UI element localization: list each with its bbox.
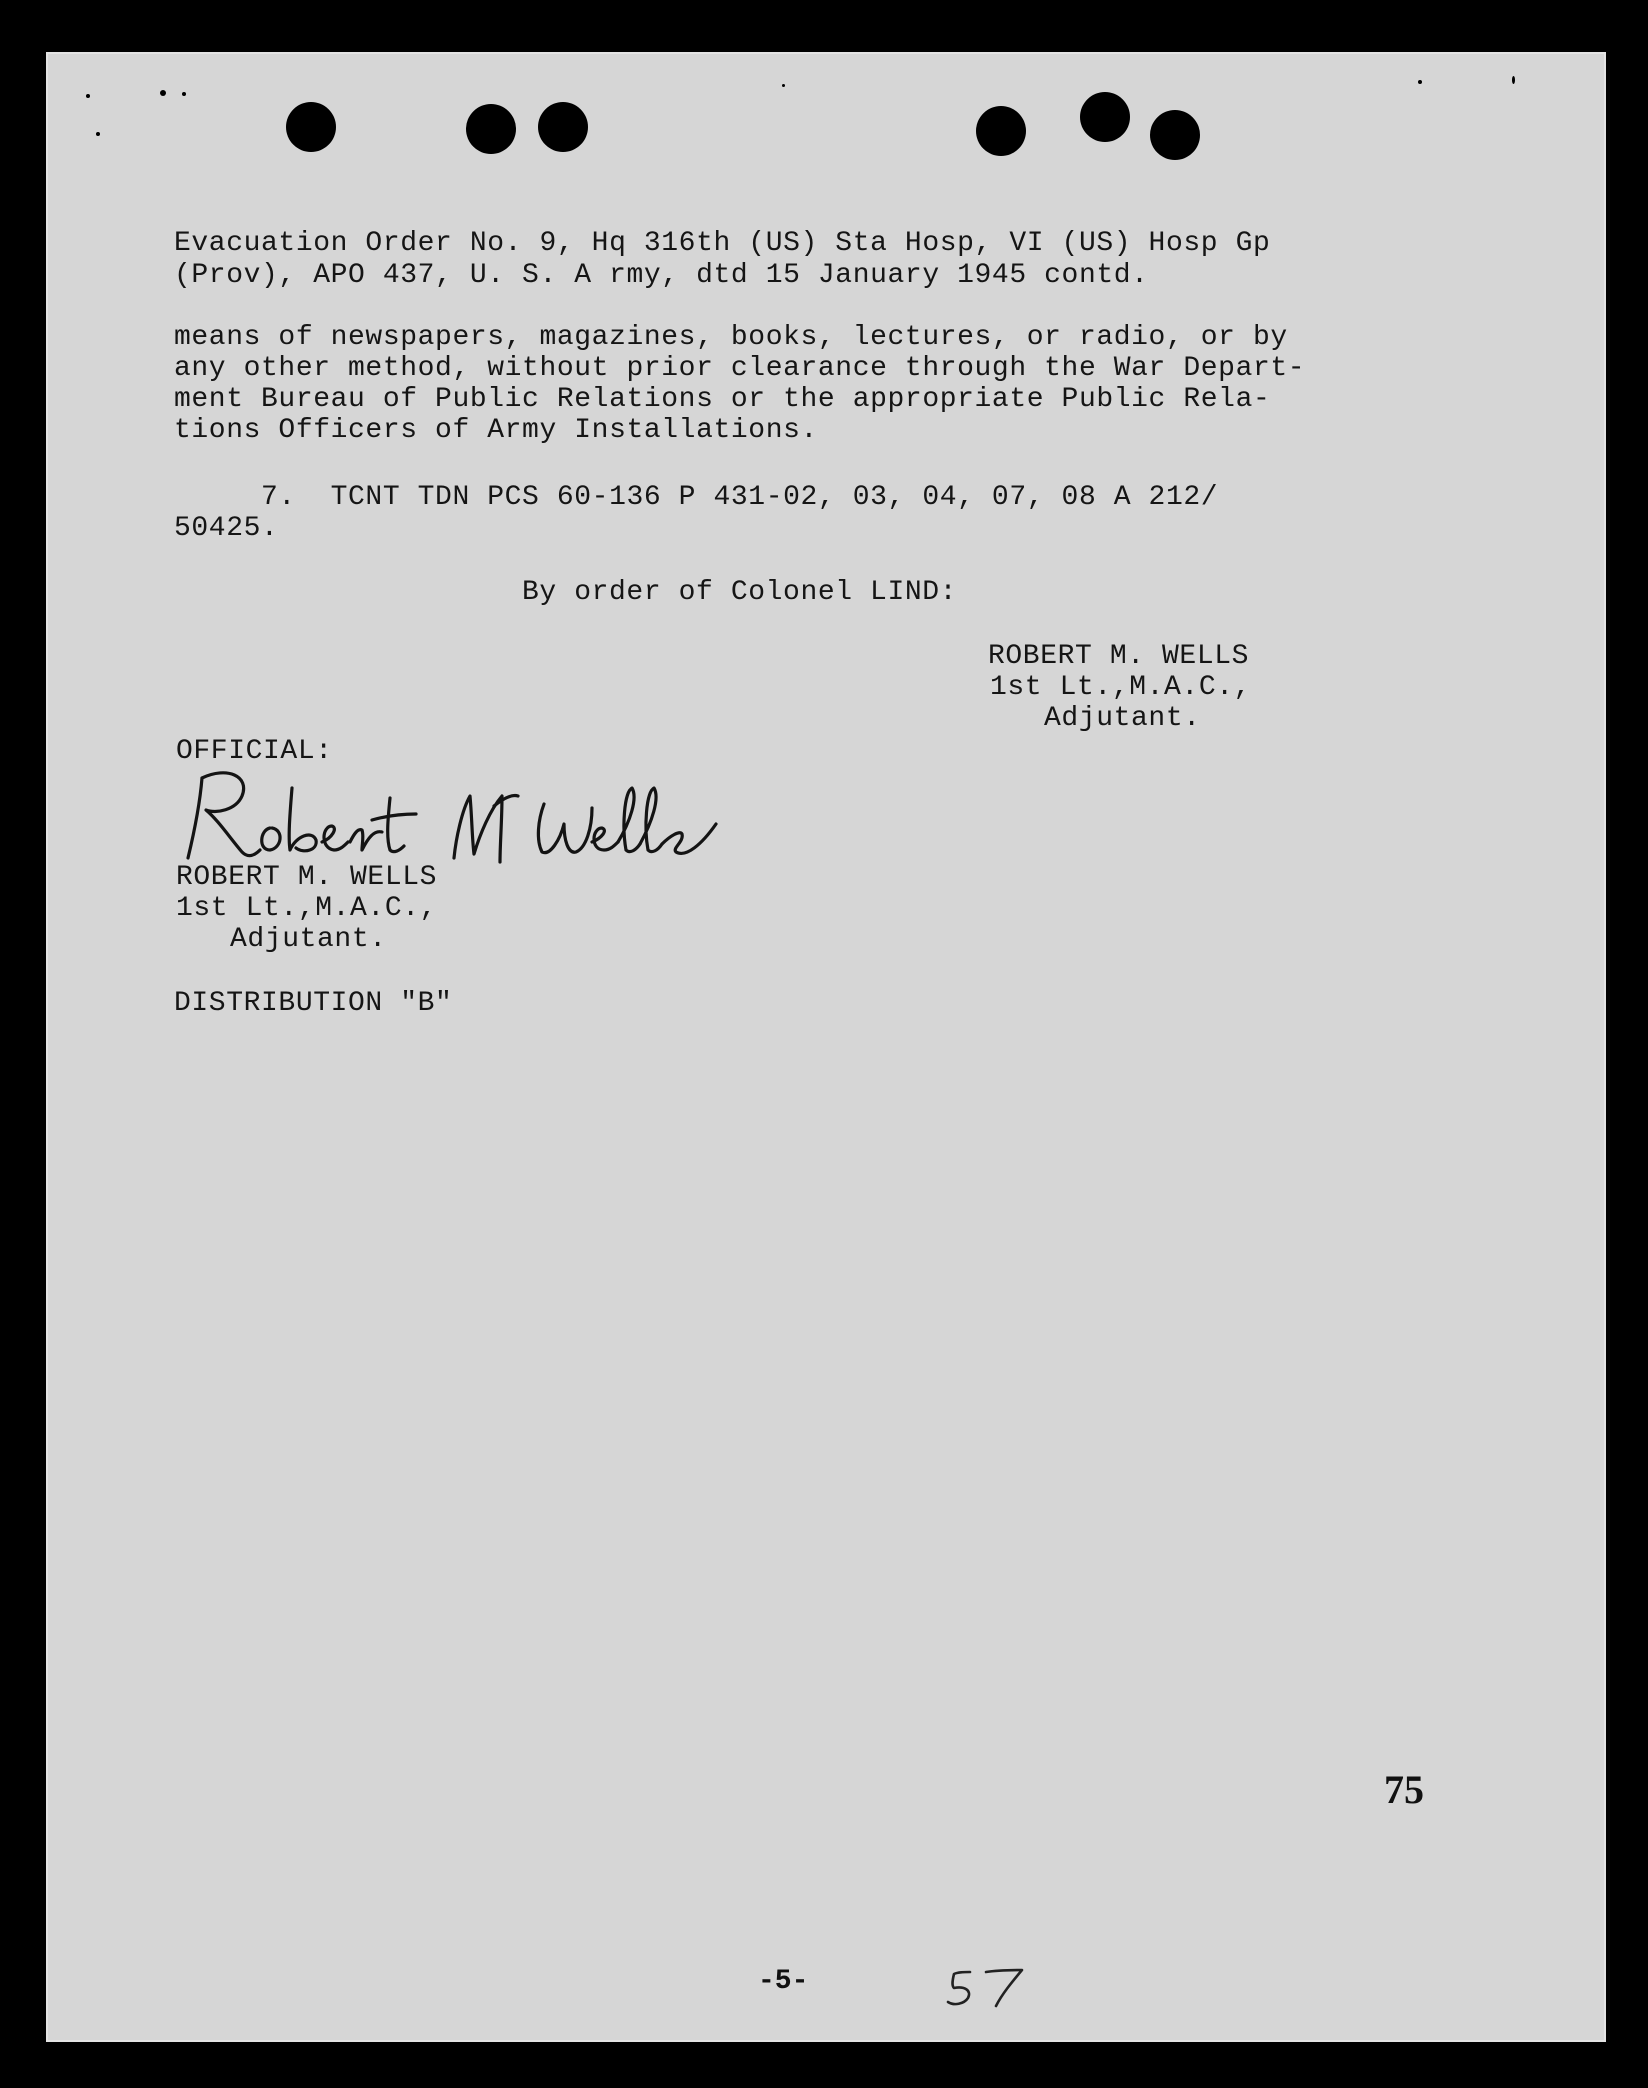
official-title: Adjutant. [230,924,387,955]
signer-title: Adjutant. [1044,703,1201,734]
scan-speck [782,84,785,87]
signer-rank: 1st Lt.,M.A.C., [990,672,1252,703]
stamped-page-number: 75 [1384,1767,1424,1812]
footer-handwritten-number [942,1962,1052,2012]
punch-hole [286,102,336,152]
official-rank: 1st Lt.,M.A.C., [176,893,438,924]
scan-speck [160,90,166,96]
body-paragraph-line: tions Officers of Army Installations. [174,415,818,446]
punch-hole [976,106,1026,156]
distribution-line: DISTRIBUTION "B" [174,988,453,1019]
signer-name: ROBERT M. WELLS [988,641,1250,672]
body-paragraph-line: ment Bureau of Public Relations or the appropriate Public Rela- [174,384,1271,415]
by-order-line: By order of Colonel LIND: [522,577,958,608]
punch-hole [466,104,516,154]
footer-page-mark: -5- [758,1966,809,1997]
order-heading-line-2: (Prov), APO 437, U. S. A rmy, dtd 15 January 1945 contd. [174,260,1149,291]
official-label: OFFICIAL: [176,736,333,767]
official-name: ROBERT M. WELLS [176,862,438,893]
scan-speck [96,132,100,136]
punch-hole [1080,92,1130,142]
scan-speck [1512,76,1515,84]
punch-hole [1150,110,1200,160]
scan-speck [26,714,38,740]
scan-speck [86,94,90,98]
body-paragraph-line: any other method, without prior clearance through the War Depart- [174,353,1306,384]
order-heading-line-1: Evacuation Order No. 9, Hq 316th (US) Sta Hosp, VI (US) Hosp Gp [174,228,1271,259]
body-paragraph-line: means of newspapers, magazines, books, lectures, or radio, or by [174,322,1288,353]
scan-speck [182,92,186,96]
punch-hole [538,102,588,152]
item-7-line-1: 7. TCNT TDN PCS 60-136 P 431-02, 03, 04, 07, 08 A 212/ [174,482,1219,513]
document-page [46,52,1606,2042]
item-7-line-2: 50425. [174,513,279,544]
scan-speck [1418,80,1422,84]
